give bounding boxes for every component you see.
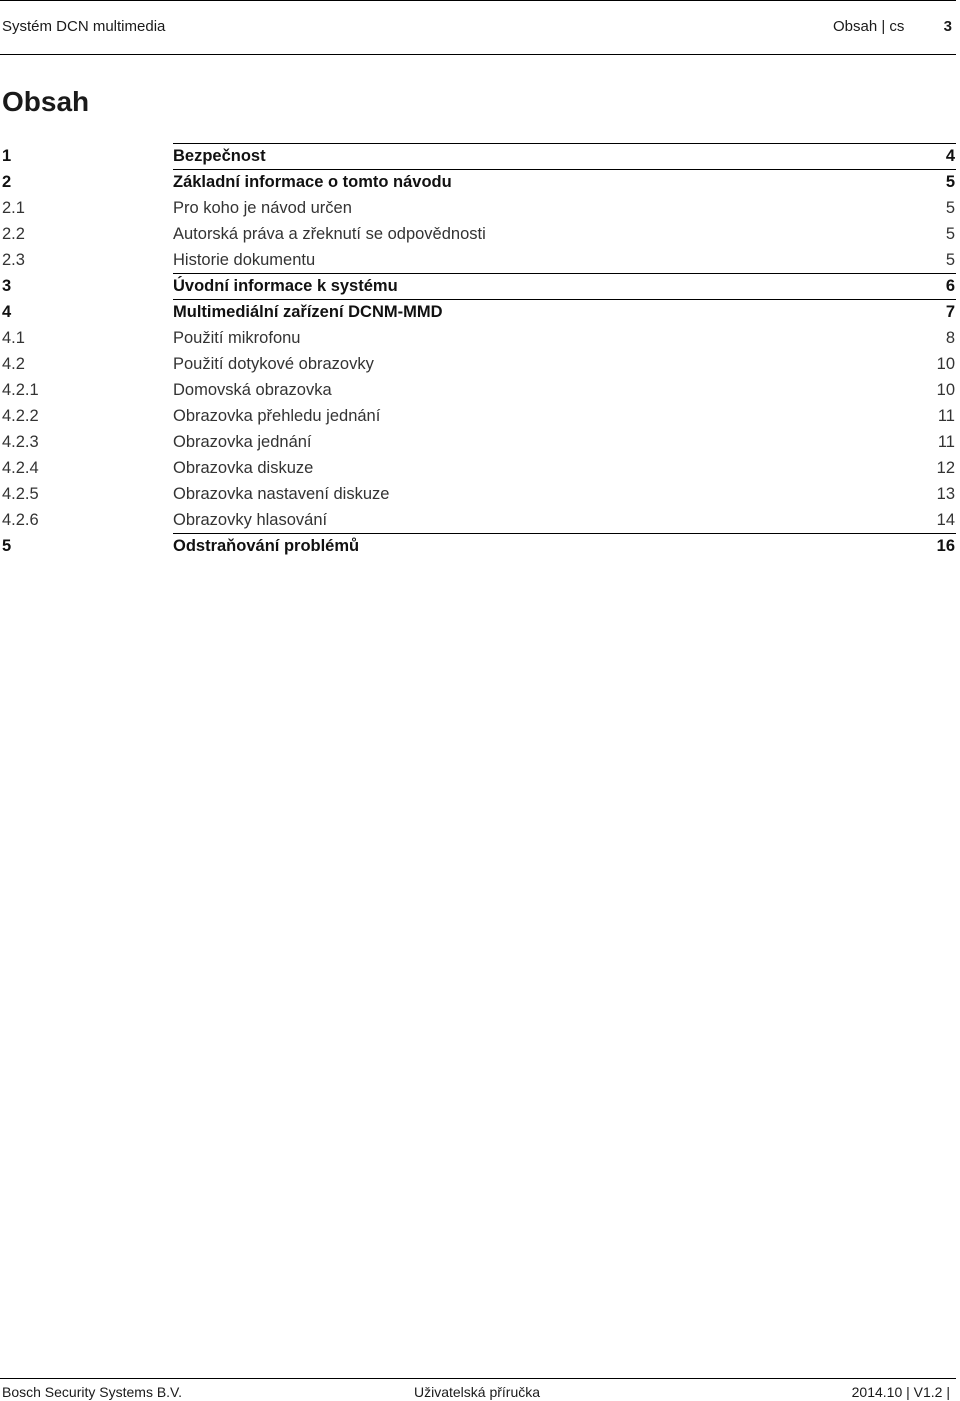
toc-entry-number: 2.1 [2,199,25,217]
toc-entry[interactable] [0,143,956,169]
toc-entry-page: 7 [945,303,955,321]
toc-entry-title[interactable]: Odstraňování problémů [173,537,360,555]
toc-entry-title[interactable]: Použití dotykové obrazovky [173,355,374,373]
toc-entry-number: 4.2.6 [2,511,39,529]
toc-entry-page: 10 [936,381,955,399]
toc-entry[interactable] [0,507,956,533]
top-rule [0,0,956,1]
toc-entry[interactable] [0,533,956,559]
toc-entry[interactable] [0,169,956,195]
toc-entry-page: 4 [945,147,955,165]
header-section: Obsah | cs [833,18,905,35]
toc-entry-title[interactable]: Obrazovka diskuze [173,459,314,477]
header-page-number: 3 [943,18,952,35]
toc-entry[interactable] [0,377,956,403]
header-title: Systém DCN multimedia [2,18,166,35]
toc-entry-page: 8 [945,329,955,347]
footer-document: Uživatelská příručka [414,1384,541,1400]
toc-entry-title[interactable]: Použití mikrofonu [173,329,301,347]
toc-entry-title[interactable]: Úvodní informace k systému [173,277,398,295]
footer-version: 2014.10 | V1.2 | [851,1384,950,1400]
toc-entry[interactable] [0,455,956,481]
toc-entry-number: 4.2.5 [2,485,39,503]
toc-entry-page: 5 [945,225,955,243]
toc-entry-page: 14 [936,511,955,529]
toc-entry-title[interactable]: Obrazovka jednání [173,433,312,451]
toc-entry[interactable] [0,299,956,325]
toc-entry-number: 2.3 [2,251,25,269]
toc-entry-page: 16 [936,537,955,555]
page-header [0,0,956,55]
toc-entry[interactable] [0,325,956,351]
toc-entry-number: 4.2.4 [2,459,39,477]
page-footer [0,1378,956,1401]
toc-entry[interactable] [0,351,956,377]
toc-entry[interactable] [0,481,956,507]
toc-entry-number: 2.2 [2,225,25,243]
toc-entry-title[interactable]: Obrazovky hlasování [173,511,328,529]
toc-entry[interactable] [0,221,956,247]
toc-entry-number: 4.2.1 [2,381,39,399]
toc-entry-page: 12 [936,459,955,477]
toc-entry-page: 5 [945,173,955,191]
toc-entry[interactable] [0,273,956,299]
toc-entry-number: 4 [2,303,12,321]
toc-entry-page: 5 [945,251,955,269]
toc-entry-title[interactable]: Autorská práva a zřeknutí se odpovědnosti [173,225,486,243]
toc-entry-number: 1 [2,147,12,165]
toc-entry-number: 4.2.2 [2,407,39,425]
toc-entry-title[interactable]: Domovská obrazovka [173,381,332,399]
toc-entry-title[interactable]: Bezpečnost [173,147,266,165]
toc-entry[interactable] [0,195,956,221]
page-title: Obsah [2,86,90,117]
toc-entry[interactable] [0,247,956,273]
toc-entry-number: 2 [2,173,12,191]
toc-entry-page: 11 [937,407,955,425]
table-of-contents [0,143,956,559]
toc-entry-page: 11 [937,433,955,451]
toc-entry-title[interactable]: Základní informace o tomto návodu [173,173,452,191]
toc-entry-number: 5 [2,537,12,555]
toc-entry-page: 5 [945,199,955,217]
toc-entry[interactable] [0,403,956,429]
toc-entry-page: 13 [936,485,955,503]
toc-entry[interactable] [0,429,956,455]
toc-entry-title[interactable]: Pro koho je návod určen [173,199,352,217]
toc-entry-title[interactable]: Obrazovka nastavení diskuze [173,485,390,503]
toc-entry-number: 3 [2,277,12,295]
toc-entry-title[interactable]: Multimediální zařízení DCNM-MMD [173,303,443,321]
toc-entry-page: 10 [936,355,955,373]
toc-entry-page: 6 [945,277,955,295]
toc-entry-number: 4.1 [2,329,25,347]
footer-company: Bosch Security Systems B.V. [2,1384,182,1400]
toc-entry-number: 4.2.3 [2,433,39,451]
toc-entry-title[interactable]: Obrazovka přehledu jednání [173,407,381,425]
toc-entry-title[interactable]: Historie dokumentu [173,251,316,269]
toc-entry-number: 4.2 [2,355,25,373]
